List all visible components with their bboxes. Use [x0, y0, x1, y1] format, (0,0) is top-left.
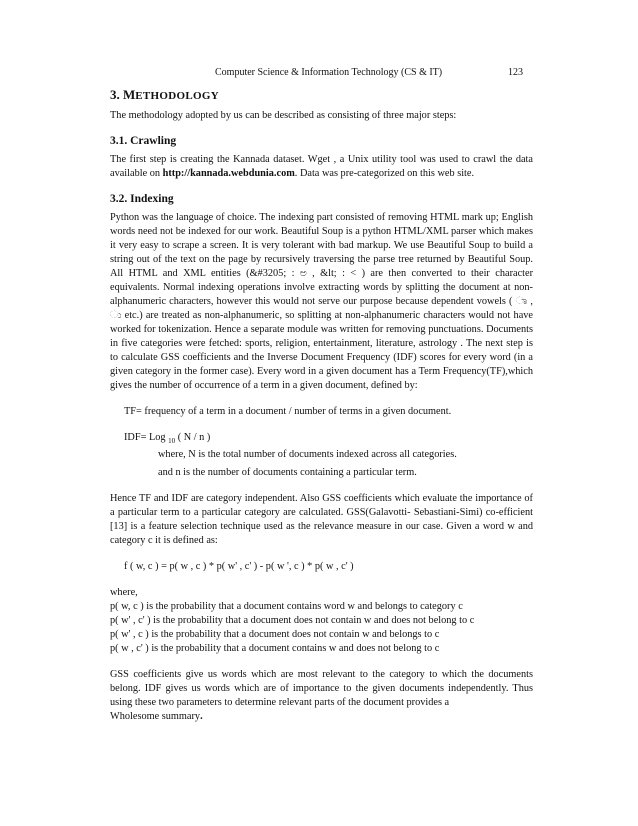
page-number: 123	[508, 67, 523, 78]
indexing-paragraph-1: Python was the language of choice. The indexing part consisted of removing HTML mark up; English words need not be indexed for our work. Beautiful Soup is a python HTML/XML parser which makes it very easy to scrape a screen. It is very tolerant with bad markup. We use Beautiful Soup to build a string out of the text on the page by recursively traversing the parse tree returned by Beautiful Soup. All HTML and XML entities (&#3205; : ಅ , &lt; : < ) are then converted to their character equivalents. Normal indexing operations involve extracting words by splitting the document at non-alphanumeric characters, however this would not serve our purpose because dependent vowels ( ಾ , ು etc.) are treated as non-alphanumeric, so splitting at non-alphanumeric characters would not have worked for tokenization. Hence a separate module was written for removing punctuations. Documents in five categories were fetched: sports, religion, entertainment, literature, astrology . The next step is to calculate GSS coefficients and the Inverse Document Frequency (IDF) scores for every word (in a given category in the former case). Every word in a given document has a Term Frequency(TF),which gives the number of occurrence of a term in a given document, defined by:	[110, 212, 533, 391]
where-label: where,	[110, 587, 138, 599]
indexing-paragraph-3: GSS coefficients give us words which are most relevant to the category to which the documents belong. IDF gives us words which are of importance to the given documents independently. Thus using these two parameters to determine relevant parts of the document provides a Wholesome summary.	[110, 669, 533, 723]
subsection-heading-crawling: 3.1. Crawling	[110, 135, 177, 147]
indexing-paragraph-2: Hence TF and IDF are category independent. Also GSS coefficients which evaluate the importance of a particular term to a particular category are calculated. GSS(Galavotti- Sebastiani-Simi) co-efficient [13] is a feature selection technique used as the relevance measure in our case. Given a word w and category c it is defined as:	[110, 493, 533, 547]
methodology-intro: The methodology adopted by us can be described as consisting of three major steps:	[110, 110, 457, 121]
crawling-paragraph: The first step is creating the Kannada dataset. Wget , a Unix utility tool was used to crawl the data available on http://kannada.webdunia.com. Data was pre-categorized on this web site.	[110, 154, 533, 179]
subsection-heading-indexing: 3.2. Indexing	[110, 193, 174, 205]
definition-line: p( w , c' ) is the probability that a document contains w and does not belong to c	[110, 643, 440, 655]
journal-title: Computer Science & Information Technology (CS & IT)	[215, 67, 443, 78]
idf-where-n: where, N is the total number of documents indexed across all categories.	[158, 449, 457, 461]
idf-and-n: and n is the number of documents containing a particular term.	[158, 467, 417, 479]
page-body	[110, 86, 533, 724]
definition-line: p( w' , c ) is the probability that a document does not contain w and belongs to c	[110, 629, 440, 641]
gss-formula: f ( w, c ) = p( w , c ) * p( w' , c' ) - p( w ', c ) * p( w , c' )	[124, 561, 354, 573]
tf-definition: TF= frequency of a term in a document / number of terms in a given document.	[124, 406, 452, 417]
dataset-url: http://kannada.webdunia.com	[162, 168, 295, 179]
idf-definition: IDF= Log $_{10}$ ( N / n )	[124, 432, 211, 446]
section-heading-methodology: 3. METHODOLOGY	[110, 87, 219, 102]
definition-line: p( w' , c' ) is the probability that a document does not contain w and does not belong to c	[110, 615, 475, 627]
definition-line: p( w, c ) is the probability that a document contains word w and belongs to category c	[110, 601, 463, 613]
